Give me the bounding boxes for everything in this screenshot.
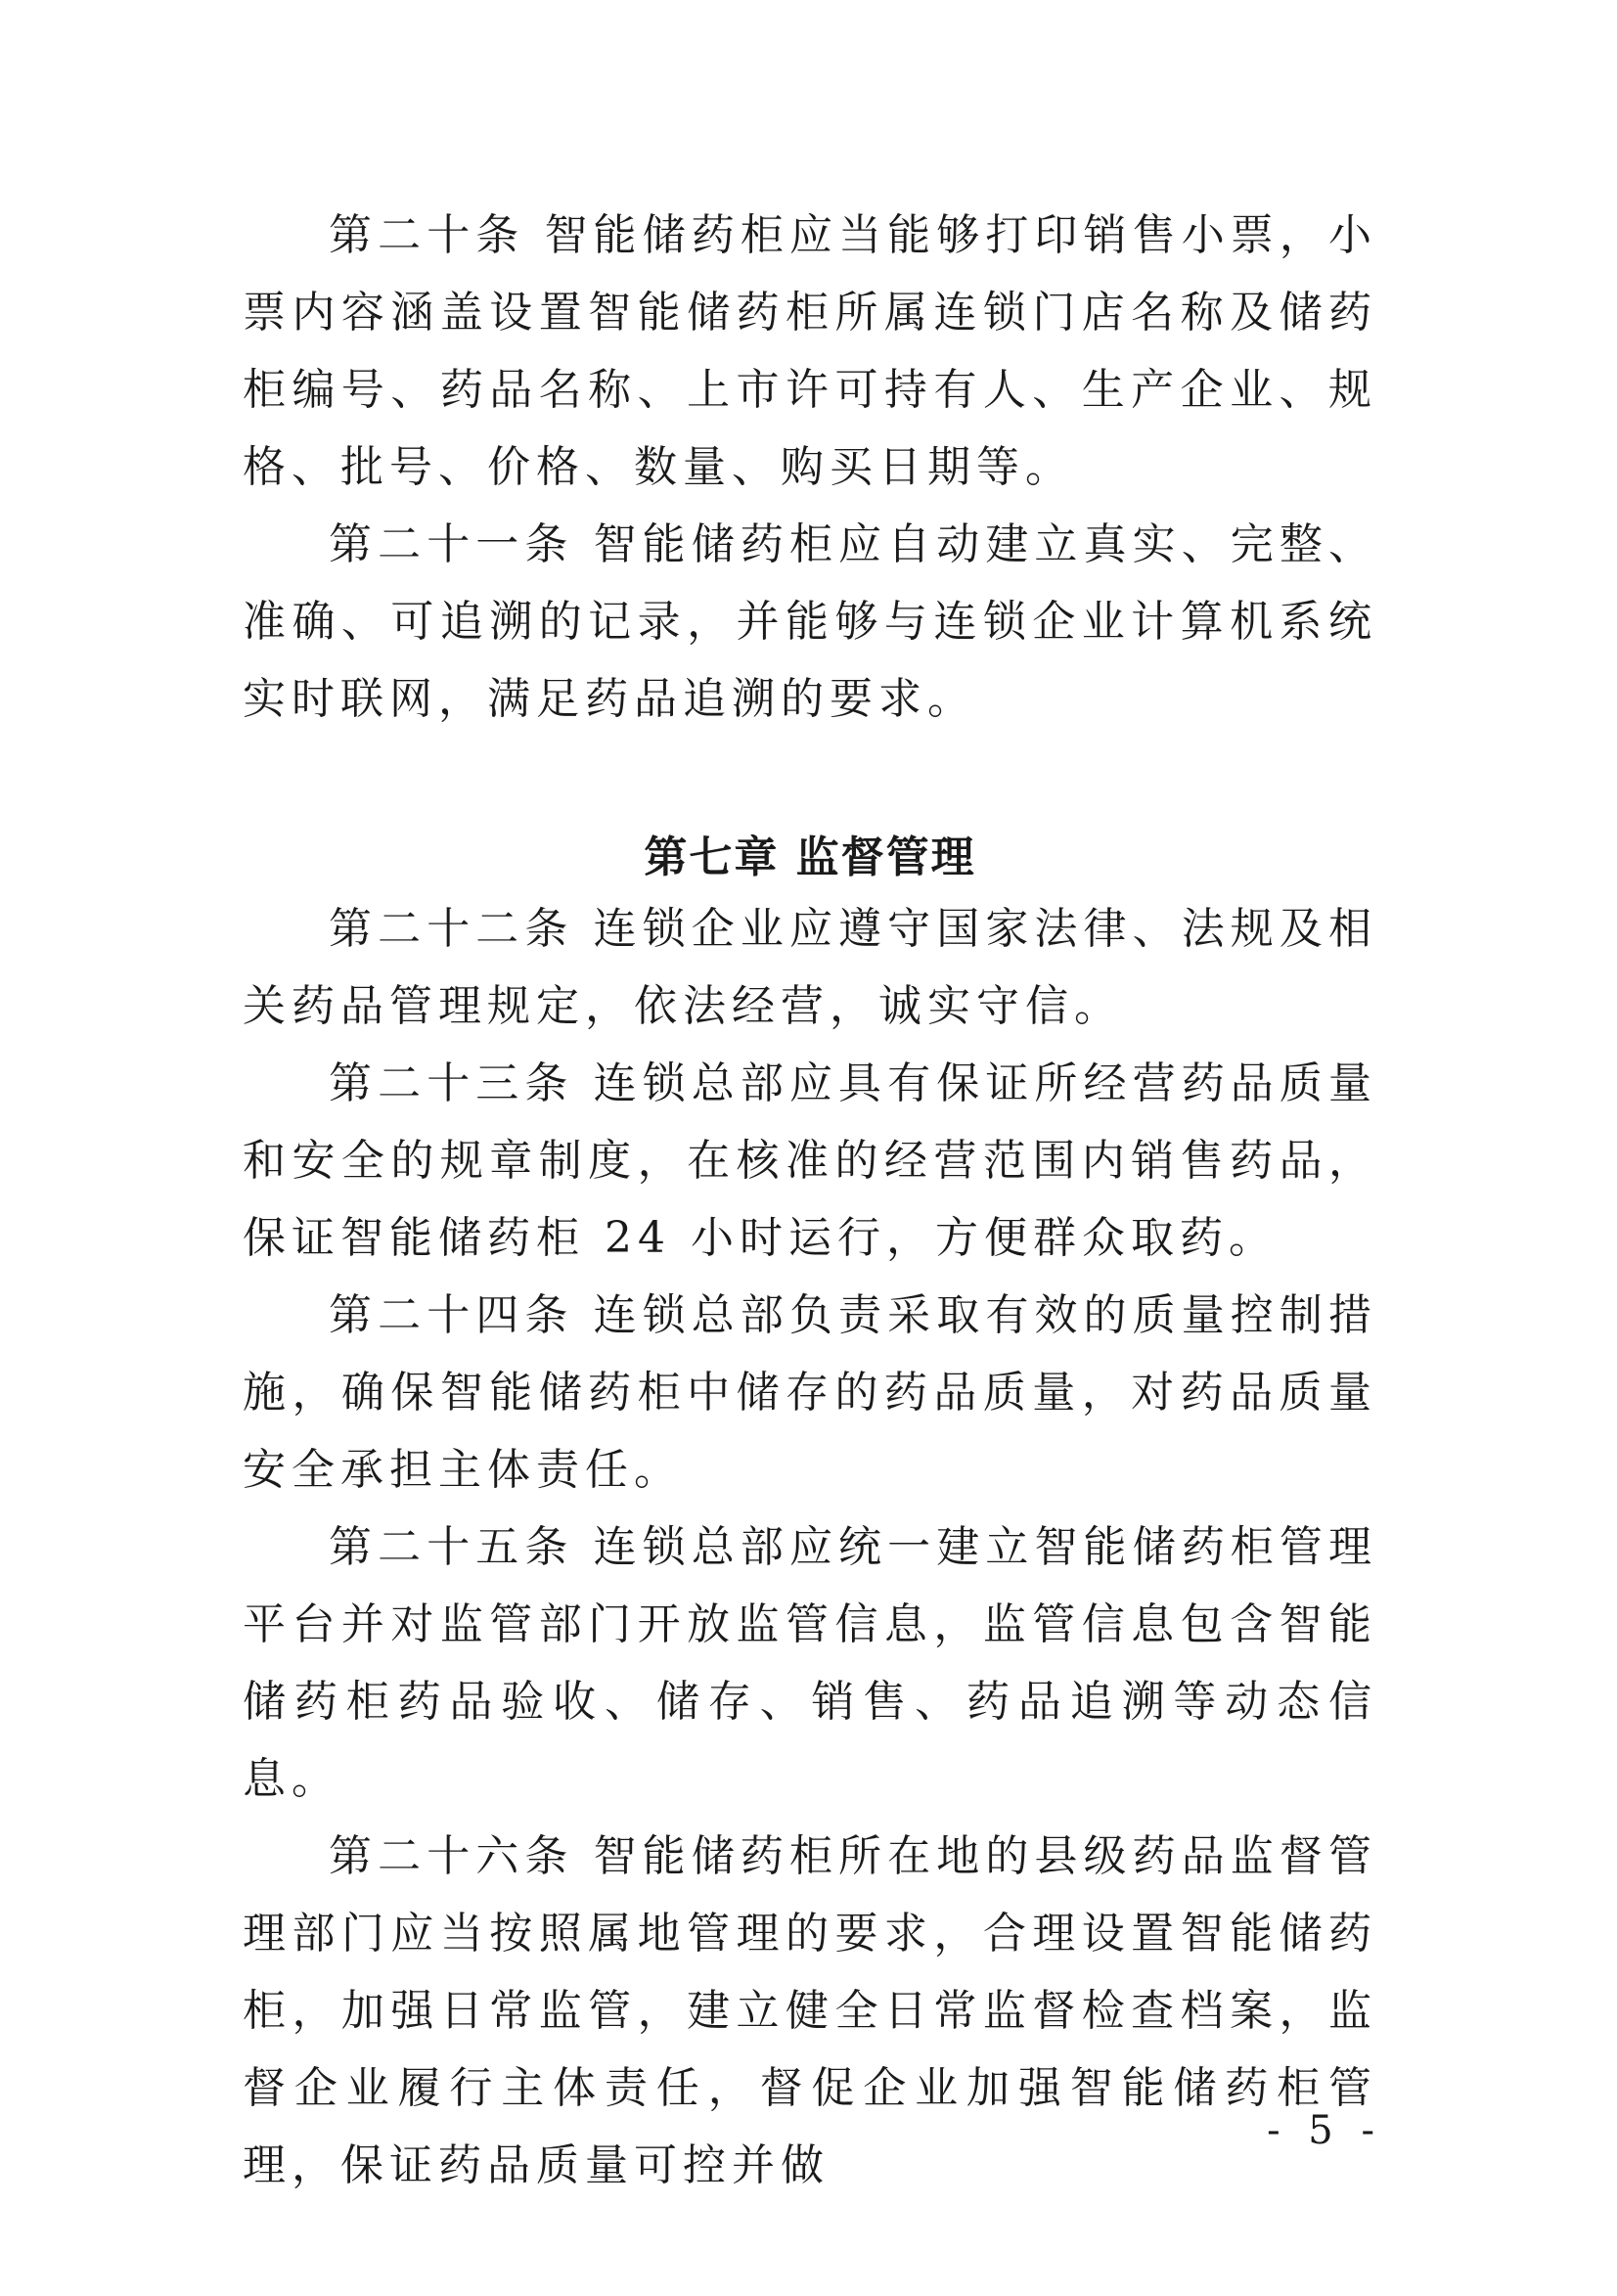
article-24: 第二十四条 连锁总部负责采取有效的质量控制措施，确保智能储药柜中储存的药品质量，对药品质量安全承担主体责任。 — [243, 1290, 1377, 1495]
articles-top — [243, 197, 1377, 738]
article-25: 第二十五条 连锁总部应统一建立智能储药柜管理平台并对监管部门开放监管信息，监管信息包含智能储药柜药品验收、储存、销售、药品追溯等动态信息。 — [243, 1522, 1377, 1804]
article-21: 第二十一条 智能储药柜应自动建立真实、完整、准确、可追溯的记录，并能够与连锁企业计算机系统实时联网，满足药品追溯的要求。 — [243, 519, 1377, 724]
article-23: 第二十三条 连锁总部应具有保证所经营药品质量和安全的规章制度，在核准的经营范围内销售药品，保证智能储药柜 24 小时运行，方便群众取药。 — [243, 1058, 1377, 1263]
article-22: 第二十二条 连锁企业应遵守国家法律、法规及相关药品管理规定，依法经营，诚实守信。 — [243, 904, 1377, 1031]
article-20: 第二十条 智能储药柜应当能够打印销售小票，小票内容涵盖设置智能储药柜所属连锁门店名称及储药柜编号、药品名称、上市许可持有人、生产企业、规格、批号、价格、数量、购买日期等。 — [243, 210, 1377, 492]
article-26: 第二十六条 智能储药柜所在地的县级药品监督管理部门应当按照属地管理的要求，合理设置智能储药柜，加强日常监管，建立健全日常监督检查档案，监督企业履行主体责任，督促企业加强智能储药柜管理，保证药品质量可控并做 — [243, 1831, 1377, 2190]
page-number: - 5 - — [1267, 2108, 1382, 2153]
chapter-heading: 第七章 监督管理 — [644, 833, 976, 882]
articles-bottom — [243, 890, 1377, 2204]
